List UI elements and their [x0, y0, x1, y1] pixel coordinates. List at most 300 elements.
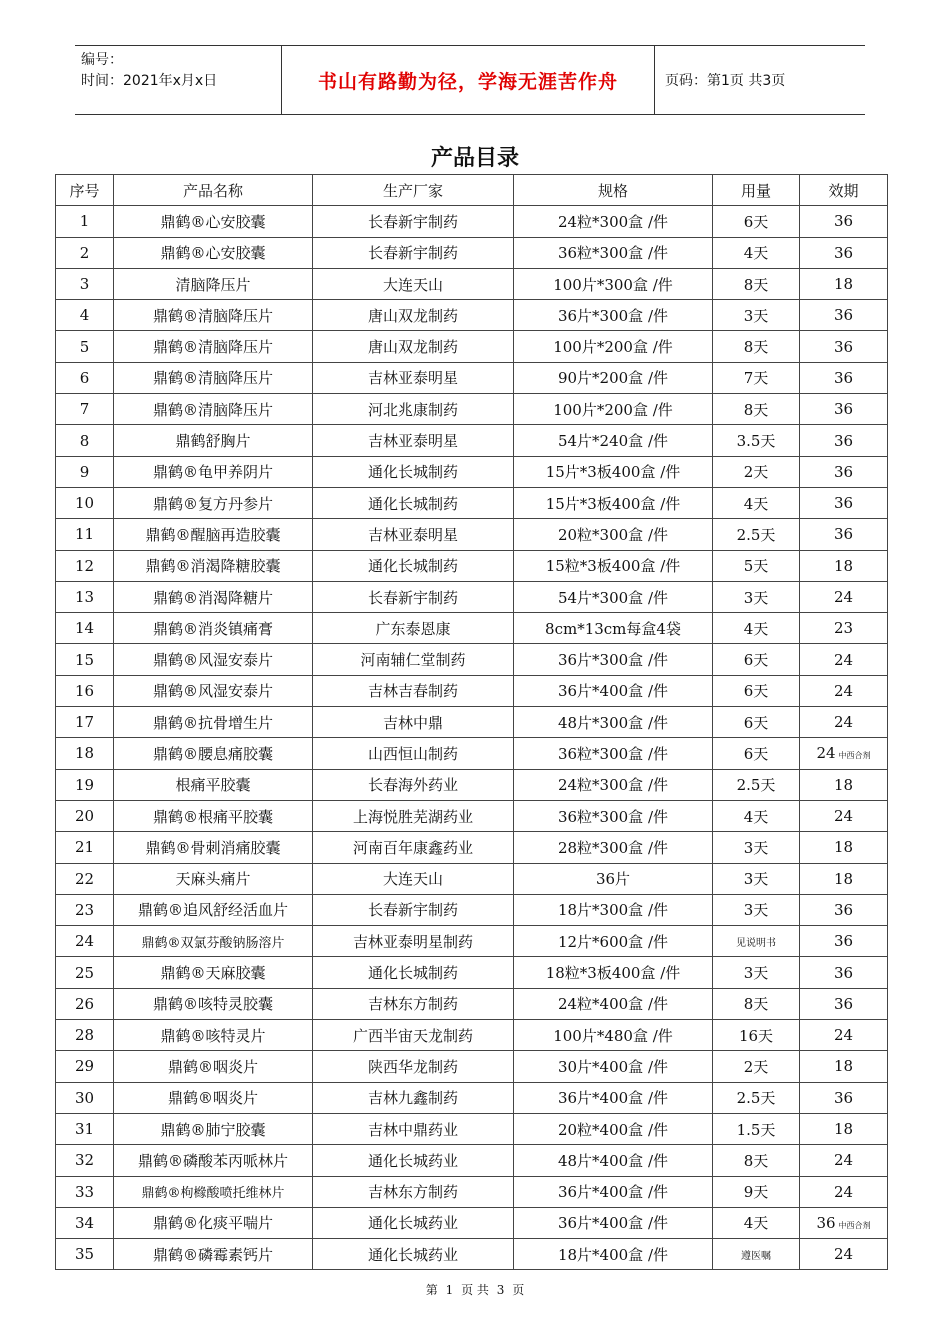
cell-maker: [313, 644, 514, 675]
cell-no-text: 7: [79, 400, 90, 419]
cell-spec-text: 18片*400盒 /件: [557, 1245, 669, 1264]
cell-no: [56, 800, 114, 831]
table-row: [56, 894, 888, 925]
cell-spec: [514, 206, 713, 237]
column-header-expiry: 效期: [800, 175, 888, 206]
cell-product-name-text: 鼎鹤®追风舒经活血片: [137, 901, 288, 920]
cell-dose: [713, 1145, 800, 1176]
cell-spec-text: 30片*400盒 /件: [557, 1057, 669, 1076]
cell-spec: [514, 707, 713, 738]
cell-product-name-text: 鼎鹤®风湿安泰片: [152, 682, 273, 701]
cell-expiry: [800, 425, 888, 456]
cell-maker: [313, 268, 514, 299]
cell-no-text: 33: [74, 1182, 95, 1201]
cell-maker: [313, 362, 514, 393]
cell-product-name-text: 鼎鹤®复方丹参片: [152, 494, 273, 513]
cell-spec-text: 12片*600盒 /件: [557, 932, 669, 951]
cell-spec-text: 54片*300盒 /件: [557, 588, 669, 607]
cell-expiry-text: 24: [833, 588, 854, 606]
cell-expiry: [800, 550, 888, 581]
cell-maker-text: 吉林九鑫制药: [367, 1089, 458, 1108]
cell-product-name: [114, 237, 313, 268]
cell-dose-text: 见说明书: [736, 937, 776, 949]
cell-dose-text: 8天: [743, 275, 769, 294]
cell-maker: [313, 675, 514, 706]
number-label: 编号：: [81, 52, 123, 68]
cell-dose-text: 8天: [743, 338, 769, 357]
cell-dose-text: 16天: [738, 1026, 774, 1045]
table-row: [56, 237, 888, 268]
cell-dose: [713, 300, 800, 331]
cell-no: [56, 237, 114, 268]
cell-spec-text: 36片*300盒 /件: [557, 651, 669, 670]
cell-spec-text: 100片*480盒 /件: [553, 1026, 673, 1045]
cell-no-text: 21: [74, 838, 95, 857]
table-row: [56, 362, 888, 393]
cell-no: [56, 362, 114, 393]
cell-spec: [514, 863, 713, 894]
footer-suffix: 页: [512, 1283, 525, 1297]
cell-product-name: [114, 926, 313, 957]
cell-product-name-text: 鼎鹤®咽炎片: [167, 1057, 258, 1076]
table-row: [56, 268, 888, 299]
cell-dose: [713, 456, 800, 487]
cell-product-name-text: 鼎鹤®龟甲养阴片: [152, 463, 273, 482]
cell-maker-text: 长春新宇制药: [367, 244, 458, 263]
cell-maker-text: 唐山双龙制药: [367, 306, 458, 325]
cell-maker: [313, 487, 514, 518]
cell-maker-text: 大连天山: [382, 275, 443, 294]
cell-maker-text: 吉林亚泰明星: [367, 525, 458, 544]
cell-expiry: [800, 1176, 888, 1207]
cell-expiry: [800, 300, 888, 331]
cell-no: [56, 957, 114, 988]
cell-spec-text: 36粒*300盒 /件: [557, 744, 669, 763]
cell-maker: [313, 800, 514, 831]
cell-maker: [313, 832, 514, 863]
table-row: [56, 863, 888, 894]
cell-spec: [514, 832, 713, 863]
cell-no: [56, 1145, 114, 1176]
cell-no-text: 26: [74, 994, 95, 1013]
cell-maker-text: 长春新宇制药: [367, 588, 458, 607]
cell-spec: [514, 300, 713, 331]
cell-no-text: 3: [79, 275, 90, 294]
cell-spec: [514, 362, 713, 393]
cell-spec-text: 15片*3板400盒 /件: [545, 463, 681, 482]
cell-no-text: 29: [74, 1057, 95, 1076]
table-row: [56, 487, 888, 518]
cell-product-name: [114, 425, 313, 456]
cell-maker-text: 山西恒山制药: [367, 744, 458, 763]
cell-maker-text: 吉林吉春制药: [367, 682, 458, 701]
cell-expiry: [800, 988, 888, 1019]
cell-spec: [514, 1113, 713, 1144]
footer-prefix: 第: [425, 1283, 438, 1297]
cell-spec-text: 20粒*400盒 /件: [557, 1120, 669, 1139]
footer-mid: 页 共: [461, 1283, 489, 1297]
cell-spec-text: 24粒*300盒 /件: [557, 776, 669, 795]
cell-product-name: [114, 519, 313, 550]
cell-expiry-text: 24: [833, 1151, 854, 1170]
cell-expiry: [800, 519, 888, 550]
cell-no: [56, 487, 114, 518]
cell-spec: [514, 675, 713, 706]
cell-spec-text: 100片*300盒 /件: [553, 275, 673, 294]
table-body: [56, 206, 888, 1270]
cell-product-name-text: 鼎鹤®抗骨增生片: [152, 713, 273, 732]
cell-no: [56, 894, 114, 925]
table-row: [56, 550, 888, 581]
cell-product-name: [114, 1239, 313, 1270]
cell-spec: [514, 894, 713, 925]
cell-no-text: 34: [74, 1213, 95, 1232]
cell-dose-text: 2.5天: [736, 525, 776, 544]
cell-dose-text: 9天: [743, 1183, 769, 1202]
cell-dose-text: 3天: [743, 588, 769, 607]
table-row: [56, 1082, 888, 1113]
cell-maker-text: 长春新宇制药: [367, 901, 458, 920]
cell-product-name: [114, 832, 313, 863]
cell-no-text: 19: [74, 775, 95, 794]
cell-maker-text: 长春新宇制药: [367, 212, 458, 231]
cell-product-name-text: 鼎鹤®消渴降糖胶囊: [145, 557, 281, 576]
cell-spec: [514, 268, 713, 299]
cell-maker-text: 大连天山: [382, 870, 443, 889]
cell-product-name: [114, 268, 313, 299]
page-footer: [0, 1281, 950, 1298]
cell-maker-text: 广东泰恩康: [375, 619, 451, 638]
cell-expiry-text: 24: [833, 1026, 854, 1045]
cell-product-name: [114, 456, 313, 487]
cell-no-text: 20: [74, 807, 95, 826]
cell-maker-text: 吉林东方制药: [367, 1183, 458, 1202]
cell-spec-text: 8cm*13cm每盒4袋: [545, 619, 681, 638]
cell-expiry: [800, 957, 888, 988]
cell-maker: [313, 769, 514, 800]
cell-no-text: 17: [74, 713, 95, 732]
expiry-note: 中西合剂: [838, 751, 871, 761]
cell-product-name-text: 鼎鹤®咽炎片: [167, 1089, 258, 1108]
column-header-name: 产品名称: [114, 175, 313, 206]
cell-no: [56, 769, 114, 800]
cell-expiry: [800, 644, 888, 675]
cell-product-name-text: 鼎鹤®清脑降压片: [152, 400, 273, 419]
cell-product-name-text: 鼎鹤®化痰平喘片: [152, 1214, 273, 1233]
cell-no-text: 25: [74, 963, 95, 982]
cell-spec: [514, 1239, 713, 1270]
table-row: [56, 988, 888, 1019]
cell-spec-text: 54片*240盒 /件: [557, 432, 669, 451]
cell-dose-text: 3.5天: [736, 432, 776, 451]
cell-product-name: [114, 1082, 313, 1113]
cell-no: [56, 581, 114, 612]
cell-maker-text: 通化长城制药: [367, 463, 458, 482]
cell-dose-text: 6天: [743, 713, 769, 732]
cell-spec-text: 36片*400盒 /件: [557, 1089, 669, 1108]
table-row: [56, 1113, 888, 1144]
cell-no-text: 14: [74, 619, 95, 638]
cell-no: [56, 1239, 114, 1270]
cell-dose-text: 4天: [743, 244, 769, 263]
cell-expiry: [800, 1239, 888, 1270]
cell-no-text: 35: [74, 1245, 95, 1264]
cell-expiry-text: 24: [833, 1182, 854, 1201]
cell-no-text: 15: [74, 650, 95, 669]
cell-expiry-text: 23: [833, 619, 854, 638]
cell-spec-text: 36片: [595, 870, 631, 889]
cell-expiry-text: 18: [833, 775, 854, 794]
cell-spec: [514, 769, 713, 800]
cell-maker-text: 唐山双龙制药: [367, 338, 458, 357]
table-row: [56, 738, 888, 769]
cell-product-name: [114, 1176, 313, 1207]
cell-spec: [514, 331, 713, 362]
cell-spec-text: 18粒*3板400盒 /件: [545, 964, 681, 983]
cell-dose-text: 8天: [743, 995, 769, 1014]
cell-maker: [313, 1176, 514, 1207]
cell-dose: [713, 926, 800, 957]
cell-no-text: 5: [79, 337, 90, 356]
cell-no: [56, 988, 114, 1019]
table-row: [56, 581, 888, 612]
cell-product-name: [114, 769, 313, 800]
cell-dose: [713, 1113, 800, 1144]
cell-maker: [313, 300, 514, 331]
table-row: [56, 206, 888, 237]
cell-dose-text: 3天: [743, 901, 769, 920]
cell-dose: [713, 1082, 800, 1113]
cell-product-name: [114, 738, 313, 769]
cell-expiry: [800, 800, 888, 831]
cell-dose: [713, 1207, 800, 1238]
cell-expiry-text: 24: [833, 1245, 854, 1264]
document-header: [75, 45, 865, 115]
cell-dose: [713, 675, 800, 706]
cell-expiry-text: 18: [833, 556, 854, 575]
expiry-note: 中西合剂: [838, 1220, 871, 1230]
cell-spec-text: 48片*300盒 /件: [557, 713, 669, 732]
table-row: [56, 300, 888, 331]
cell-dose: [713, 957, 800, 988]
cell-expiry-text: 36: [833, 306, 854, 325]
cell-product-name: [114, 300, 313, 331]
cell-expiry: [800, 394, 888, 425]
cell-product-name-text: 鼎鹤®咳特灵片: [160, 1026, 266, 1045]
table-row: [56, 644, 888, 675]
cell-product-name: [114, 394, 313, 425]
cell-spec: [514, 1145, 713, 1176]
cell-product-name-text: 鼎鹤®天麻胶囊: [160, 964, 266, 983]
cell-maker-text: 吉林中鼎药业: [367, 1120, 458, 1139]
cell-expiry: [800, 707, 888, 738]
cell-maker: [313, 581, 514, 612]
cell-no: [56, 738, 114, 769]
cell-expiry: [800, 1051, 888, 1082]
cell-expiry-text: 36: [833, 337, 854, 356]
cell-no: [56, 425, 114, 456]
cell-spec-text: 24粒*300盒 /件: [557, 212, 669, 231]
cell-no-text: 11: [74, 525, 95, 544]
cell-maker-text: 吉林亚泰明星: [367, 432, 458, 451]
cell-expiry: [800, 738, 888, 769]
cell-maker: [313, 1145, 514, 1176]
cell-expiry-text: 36: [833, 1088, 854, 1107]
cell-no: [56, 1113, 114, 1144]
cell-no: [56, 644, 114, 675]
cell-spec: [514, 926, 713, 957]
cell-dose-text: 8天: [743, 1151, 769, 1170]
cell-expiry: [800, 206, 888, 237]
cell-expiry: [800, 863, 888, 894]
cell-maker-text: 通化长城制药: [367, 964, 458, 983]
cell-product-name-text: 鼎鹤舒胸片: [175, 432, 251, 451]
cell-product-name: [114, 206, 313, 237]
table-row: [56, 394, 888, 425]
cell-no-text: 28: [74, 1026, 95, 1045]
cell-spec: [514, 1207, 713, 1238]
cell-expiry: [800, 613, 888, 644]
cell-expiry-text: 36: [833, 932, 854, 951]
cell-expiry-text: 18: [833, 1120, 854, 1139]
cell-product-name-text: 根痛平胶囊: [175, 776, 251, 795]
cell-dose: [713, 1051, 800, 1082]
table-row: [56, 519, 888, 550]
cell-spec-text: 36粒*300盒 /件: [557, 244, 669, 263]
cell-spec-text: 18片*300盒 /件: [557, 901, 669, 920]
table-row: [56, 1239, 888, 1270]
column-header-spec: 规格: [514, 175, 713, 206]
cell-spec: [514, 738, 713, 769]
cell-no: [56, 1082, 114, 1113]
cell-spec-text: 36片*400盒 /件: [557, 1214, 669, 1233]
cell-dose: [713, 1176, 800, 1207]
cell-maker-text: 通化长城制药: [367, 557, 458, 576]
cell-product-name: [114, 894, 313, 925]
cell-spec: [514, 800, 713, 831]
cell-maker-text: 吉林亚泰明星: [367, 369, 458, 388]
cell-expiry-text: 36: [833, 368, 854, 387]
cell-product-name: [114, 550, 313, 581]
cell-dose: [713, 894, 800, 925]
cell-spec-text: 48片*400盒 /件: [557, 1151, 669, 1170]
table-row: [56, 425, 888, 456]
cell-maker: [313, 1239, 514, 1270]
cell-product-name-text: 鼎鹤®枸橼酸喷托维林片: [141, 1186, 285, 1202]
cell-spec-text: 24粒*400盒 /件: [557, 995, 669, 1014]
cell-product-name: [114, 613, 313, 644]
header-page-cell: [655, 46, 785, 114]
cell-maker: [313, 206, 514, 237]
cell-dose-text: 6天: [743, 212, 769, 231]
cell-expiry-text: 36: [833, 400, 854, 419]
cell-maker-text: 河南百年康鑫药业: [352, 838, 473, 857]
cell-maker-text: 通化长城制药: [367, 494, 458, 513]
cell-dose-text: 2天: [743, 1057, 769, 1076]
column-header-dose: 用量: [713, 175, 800, 206]
cell-product-name: [114, 487, 313, 518]
cell-maker: [313, 1113, 514, 1144]
cell-dose: [713, 581, 800, 612]
cell-expiry: [800, 1145, 888, 1176]
cell-dose-text: 4天: [743, 807, 769, 826]
cell-maker: [313, 613, 514, 644]
cell-maker: [313, 863, 514, 894]
cell-product-name: [114, 1113, 313, 1144]
cell-no: [56, 519, 114, 550]
cell-no: [56, 863, 114, 894]
cell-dose: [713, 644, 800, 675]
cell-maker: [313, 738, 514, 769]
cell-spec: [514, 957, 713, 988]
cell-maker: [313, 394, 514, 425]
cell-expiry-text: 18: [833, 275, 854, 294]
cell-maker: [313, 1082, 514, 1113]
cell-dose: [713, 769, 800, 800]
cell-maker-text: 通化长城药业: [367, 1151, 458, 1170]
cell-spec-text: 90片*200盒 /件: [557, 369, 669, 388]
cell-spec-text: 100片*200盒 /件: [553, 338, 673, 357]
cell-maker-text: 吉林中鼎: [382, 713, 443, 732]
cell-dose-text: 3天: [743, 306, 769, 325]
header-meta: [75, 46, 281, 114]
cell-dose: [713, 331, 800, 362]
cell-expiry: [800, 1207, 888, 1238]
cell-dose-text: 4天: [743, 619, 769, 638]
page-title: 产品目录: [430, 145, 519, 171]
cell-expiry-text: 36: [833, 462, 854, 481]
cell-expiry-text: 18: [833, 1057, 854, 1076]
cell-spec: [514, 425, 713, 456]
page-info: 页码：第1页 共3页: [665, 73, 786, 89]
cell-product-name-text: 鼎鹤®咳特灵胶囊: [152, 995, 273, 1014]
cell-no-text: 10: [74, 494, 95, 513]
cell-no-text: 31: [74, 1120, 95, 1139]
cell-dose: [713, 1020, 800, 1051]
product-catalog-table: [55, 174, 888, 1270]
cell-maker: [313, 988, 514, 1019]
cell-product-name-text: 天麻头痛片: [175, 870, 251, 889]
cell-dose-text: 6天: [743, 744, 769, 763]
table-row: [56, 800, 888, 831]
cell-expiry-text: 24: [833, 807, 854, 826]
cell-product-name-text: 鼎鹤®双氯芬酸钠肠溶片: [141, 935, 285, 951]
cell-no: [56, 268, 114, 299]
cell-expiry: [800, 894, 888, 925]
table-row: [56, 331, 888, 362]
cell-expiry-text: 36: [833, 963, 854, 982]
cell-expiry-text: 18: [833, 869, 854, 888]
cell-maker-text: 河南辅仁堂制药: [360, 651, 466, 670]
table-row: [56, 456, 888, 487]
cell-dose: [713, 268, 800, 299]
cell-spec: [514, 237, 713, 268]
footer-page-number: 1: [445, 1283, 454, 1297]
cell-spec: [514, 988, 713, 1019]
cell-dose: [713, 1239, 800, 1270]
cell-product-name-text: 鼎鹤®消渴降糖片: [152, 588, 273, 607]
cell-maker-text: 广西半宙天龙制药: [352, 1026, 473, 1045]
cell-no: [56, 613, 114, 644]
cell-spec: [514, 613, 713, 644]
cell-dose: [713, 362, 800, 393]
cell-expiry: [800, 1020, 888, 1051]
cell-dose-text: 2天: [743, 463, 769, 482]
cell-dose: [713, 832, 800, 863]
date-line: 时间：2021年x月x日: [81, 73, 218, 89]
cell-no: [56, 707, 114, 738]
cell-product-name-text: 鼎鹤®骨刺消痛胶囊: [145, 838, 281, 857]
